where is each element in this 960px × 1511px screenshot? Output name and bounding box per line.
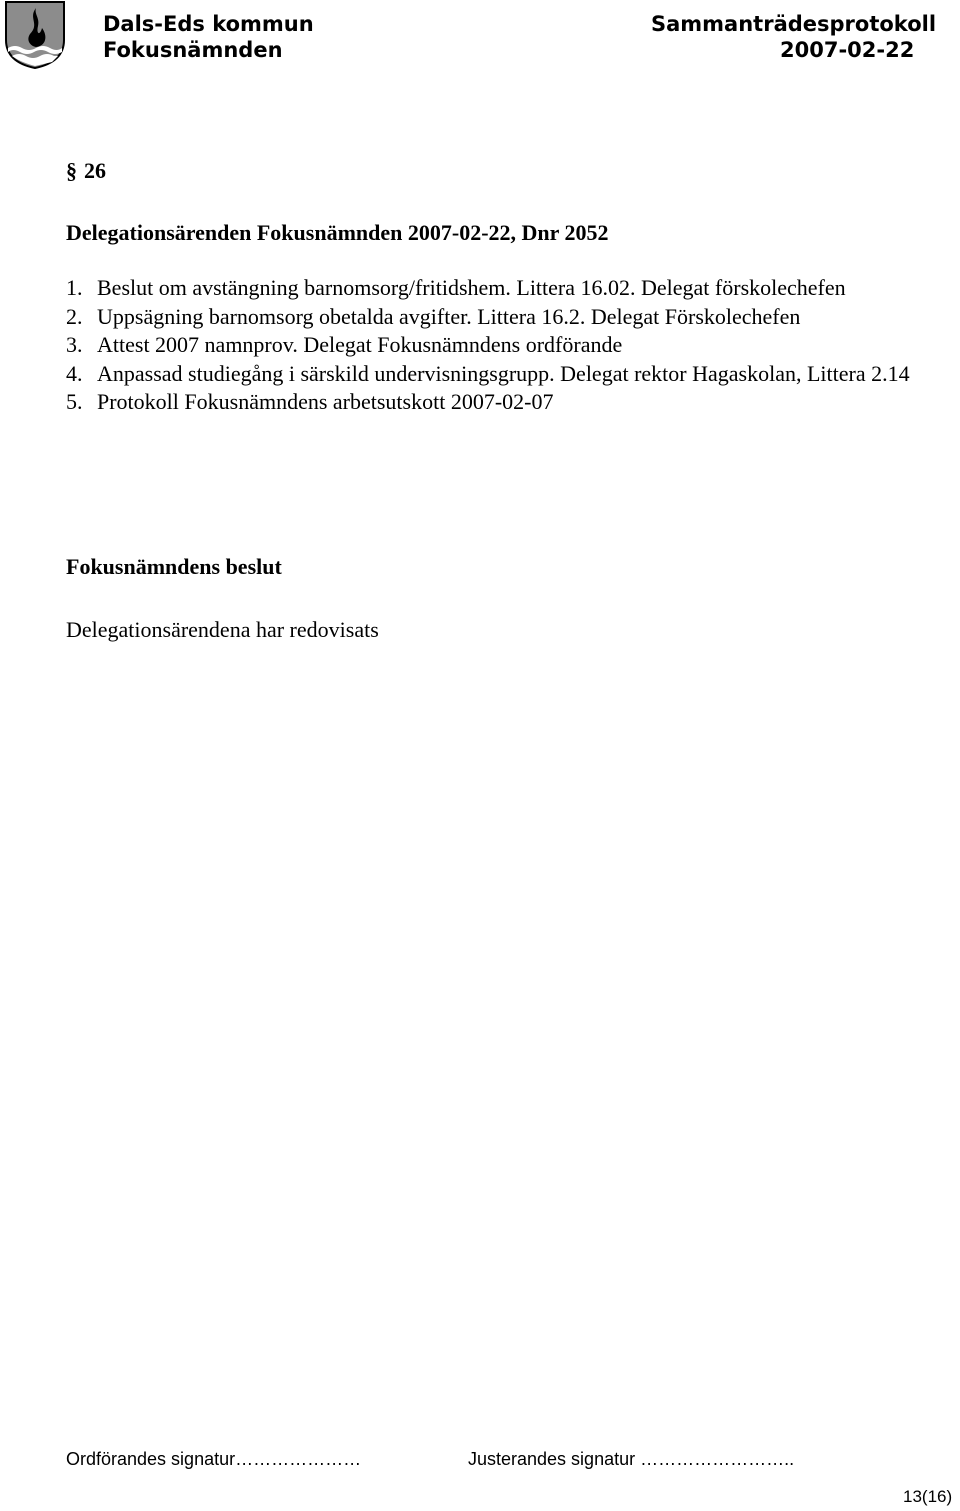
list-item	[66, 360, 910, 389]
item-text: Anpassad studiegång i särskild undervisningsgrupp. Delegat rektor Hagaskolan, Littera 2.14	[97, 360, 910, 386]
item-text: Attest 2007 namnprov. Delegat Fokusnämndens ordförande	[97, 332, 623, 357]
adjuster-signature-line: Justerandes signatur ……………………..	[468, 1449, 795, 1469]
list-item	[66, 388, 910, 417]
decision-text: Delegationsärendena har redovisats	[66, 617, 379, 642]
item-number: 5.	[66, 389, 83, 414]
page-number: 13(16)	[903, 1487, 953, 1506]
coat-of-arms-icon	[0, 0, 70, 70]
decision-heading: Fokusnämndens beslut	[66, 554, 282, 579]
item-text: Uppsägning barnomsorg obetalda avgifter. Littera 16.2. Delegat Förskolechefen	[97, 303, 801, 329]
item-number: 4.	[66, 360, 83, 386]
meeting-date: 2007-02-22	[780, 38, 915, 62]
municipality-name: Dals-Eds kommun	[103, 12, 314, 36]
section-title: Delegationsärenden Fokusnämnden 2007-02-22, Dnr 2052	[66, 220, 609, 245]
item-number: 1.	[66, 275, 83, 300]
chair-signature-line: Ordförandes signatur…………………	[66, 1449, 362, 1469]
section-symbol: §	[66, 158, 77, 183]
delegation-items-list	[66, 274, 910, 417]
list-item	[66, 303, 910, 332]
section-number: 26	[84, 158, 106, 183]
document-type: Sammanträdesprotokoll	[651, 12, 937, 36]
item-text: Beslut om avstängning barnomsorg/fritidshem. Littera 16.02. Delegat förskolechefen	[97, 275, 846, 300]
board-name: Fokusnämnden	[103, 38, 283, 62]
list-item	[66, 274, 910, 303]
item-number: 2.	[66, 303, 83, 329]
item-number: 3.	[66, 332, 83, 357]
item-text: Protokoll Fokusnämndens arbetsutskott 2007-02-07	[97, 389, 554, 414]
list-item	[66, 331, 910, 360]
